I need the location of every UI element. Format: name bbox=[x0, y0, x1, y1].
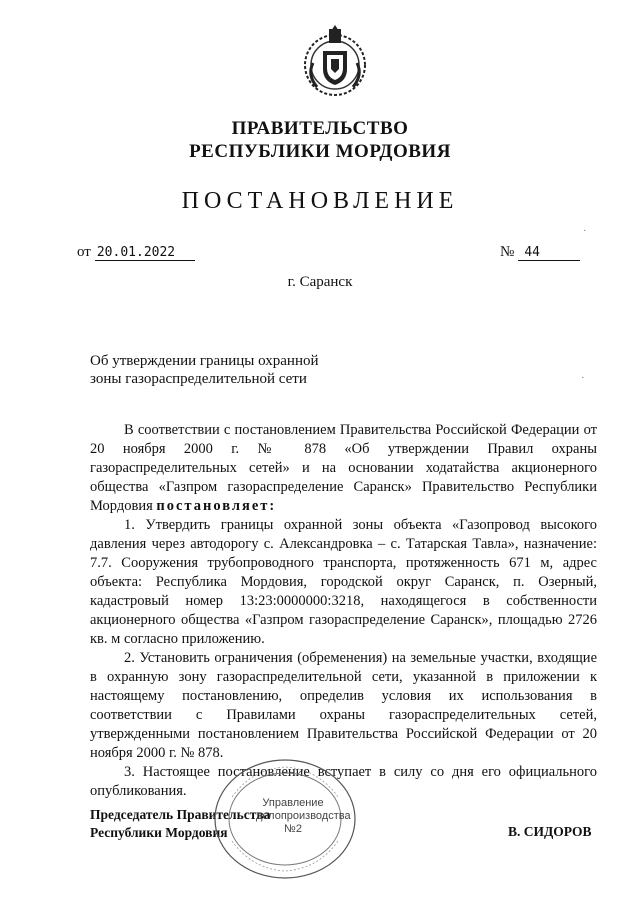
decree-word: постановляет: bbox=[156, 498, 277, 514]
item-2-paragraph: 2. Установить ограничения (обременения) на земельные участки, входящие в охранную зону газораспределительной сети, указанной в приложении к настоящему постановлению, определив условия их использования в соответствии с Правилами охраны газораспределительных сетей, утвержденными постановлением Правительства Российской Федерации от 20 ноября 2000 г. № 878. bbox=[90, 650, 597, 761]
margin-mark: · bbox=[581, 372, 585, 384]
date-line bbox=[77, 244, 195, 261]
stamp-line-2: делопроизводства bbox=[256, 810, 351, 822]
stamp-line-3: №2 bbox=[284, 823, 302, 835]
document-body bbox=[90, 421, 597, 801]
document-date: 20.01.2022 bbox=[95, 245, 195, 261]
date-prefix: от bbox=[77, 244, 91, 260]
city-name: г. Саранск bbox=[287, 274, 353, 290]
item-1-paragraph: 1. Утвердить границы охранной зоны объекта «Газопровод высокого давления через автодорогу с. Александровка – с. Татарская Тавла», назначение: 7.7. Сооружения трубопроводного транспорта, протяженность 671 м, адрес объекта: Республика Мордовия, городской округ Саранск, п. Озерный, кадастровый номер 13:23:0000000:3218, находящегося в собственности акционерного общества «Газпром газораспределение Саранск», площадью 2726 кв. м согласно приложению. bbox=[90, 517, 597, 647]
stamp-text bbox=[256, 797, 351, 836]
coat-of-arms-emblem bbox=[299, 23, 371, 103]
government-title-line1: ПРАВИТЕЛЬСТВО bbox=[231, 118, 409, 139]
document-number: 44 bbox=[518, 245, 580, 261]
number-prefix: № bbox=[500, 244, 515, 260]
margin-mark: · bbox=[583, 225, 587, 237]
stamp-line-1: Управление bbox=[262, 797, 324, 809]
preamble-paragraph bbox=[90, 421, 597, 516]
government-title-line2: РЕСПУБЛИКИ МОРДОВИЯ bbox=[189, 141, 451, 162]
document-type-heading: ПОСТАНОВЛЕНИЕ bbox=[181, 188, 459, 214]
position-line-2: Республики Мордовия bbox=[90, 825, 228, 840]
signatory-name: В. СИДОРОВ bbox=[508, 824, 592, 839]
number-line bbox=[500, 244, 580, 261]
subject-line-2: зоны газораспределительной сети bbox=[90, 371, 307, 387]
document-subject bbox=[90, 352, 340, 388]
item-3-paragraph: 3. Настоящее постановление вступает в силу со дня его официального опубликования. bbox=[90, 764, 597, 799]
preamble-text: В соответствии с постановлением Правительства Российской Федерации от 20 ноября 2000 г. № 878 «Об утверждении Правил охраны газораспределительных сетей» и на основании ходатайства акционерного общества «Газпром газораспределение Саранск» Правительство Республики Мордовия bbox=[90, 422, 597, 514]
subject-line-1: Об утверждении границы охранной bbox=[90, 353, 319, 369]
position-line-1: Председатель Правительства bbox=[90, 807, 271, 822]
